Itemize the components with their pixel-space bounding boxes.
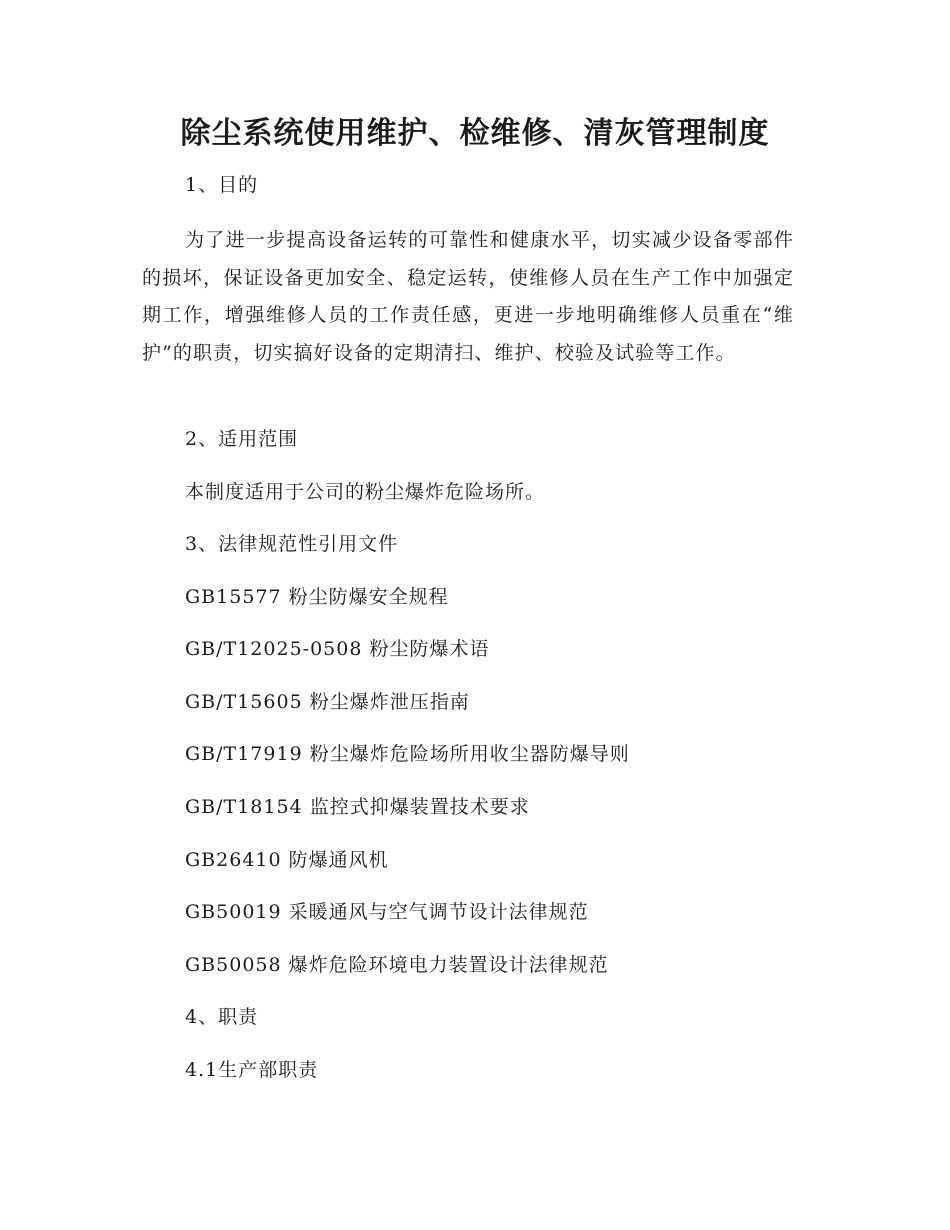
reference-item: GB26410 防爆通风机	[185, 849, 389, 871]
document-title: 除尘系统使用维护、检维修、清灰管理制度	[180, 116, 770, 151]
reference-item: GB/T17919 粉尘爆炸危险场所用收尘器防爆导则	[185, 743, 630, 765]
reference-item: GB/T12025-0508 粉尘防爆术语	[185, 638, 490, 660]
reference-item: GB50058 爆炸危险环境电力装置设计法律规范	[185, 954, 609, 976]
section-heading-responsibilities: 4、职责	[185, 1006, 259, 1028]
section-heading-references: 3、法律规范性引用文件	[185, 533, 399, 555]
section-heading-scope: 2、适用范围	[185, 428, 299, 450]
reference-item: GB/T18154 监控式抑爆装置技术要求	[185, 796, 530, 818]
section-heading-purpose: 1、目的	[185, 174, 259, 196]
reference-item: GB15577 粉尘防爆安全规程	[185, 586, 449, 608]
reference-item: GB50019 采暖通风与空气调节设计法律规范	[185, 901, 589, 923]
reference-item: GB/T15605 粉尘爆炸泄压指南	[185, 691, 470, 713]
subsection-heading-production: 4.1生产部职责	[185, 1059, 319, 1081]
scope-text: 本制度适用于公司的粉尘爆炸危险场所。	[185, 481, 546, 503]
purpose-paragraph: 为了进一步提高设备运转的可靠性和健康水平，切实减少设备零部件的损坏，保证设备更加安全、稳定运转，使维修人员在生产工作中加强定期工作，增强维修人员的工作责任感，更进一步地明确维修人员重在“维护”的职责，切实搞好设备的定期清扫、维护、校验及试验等工作。	[142, 229, 794, 364]
